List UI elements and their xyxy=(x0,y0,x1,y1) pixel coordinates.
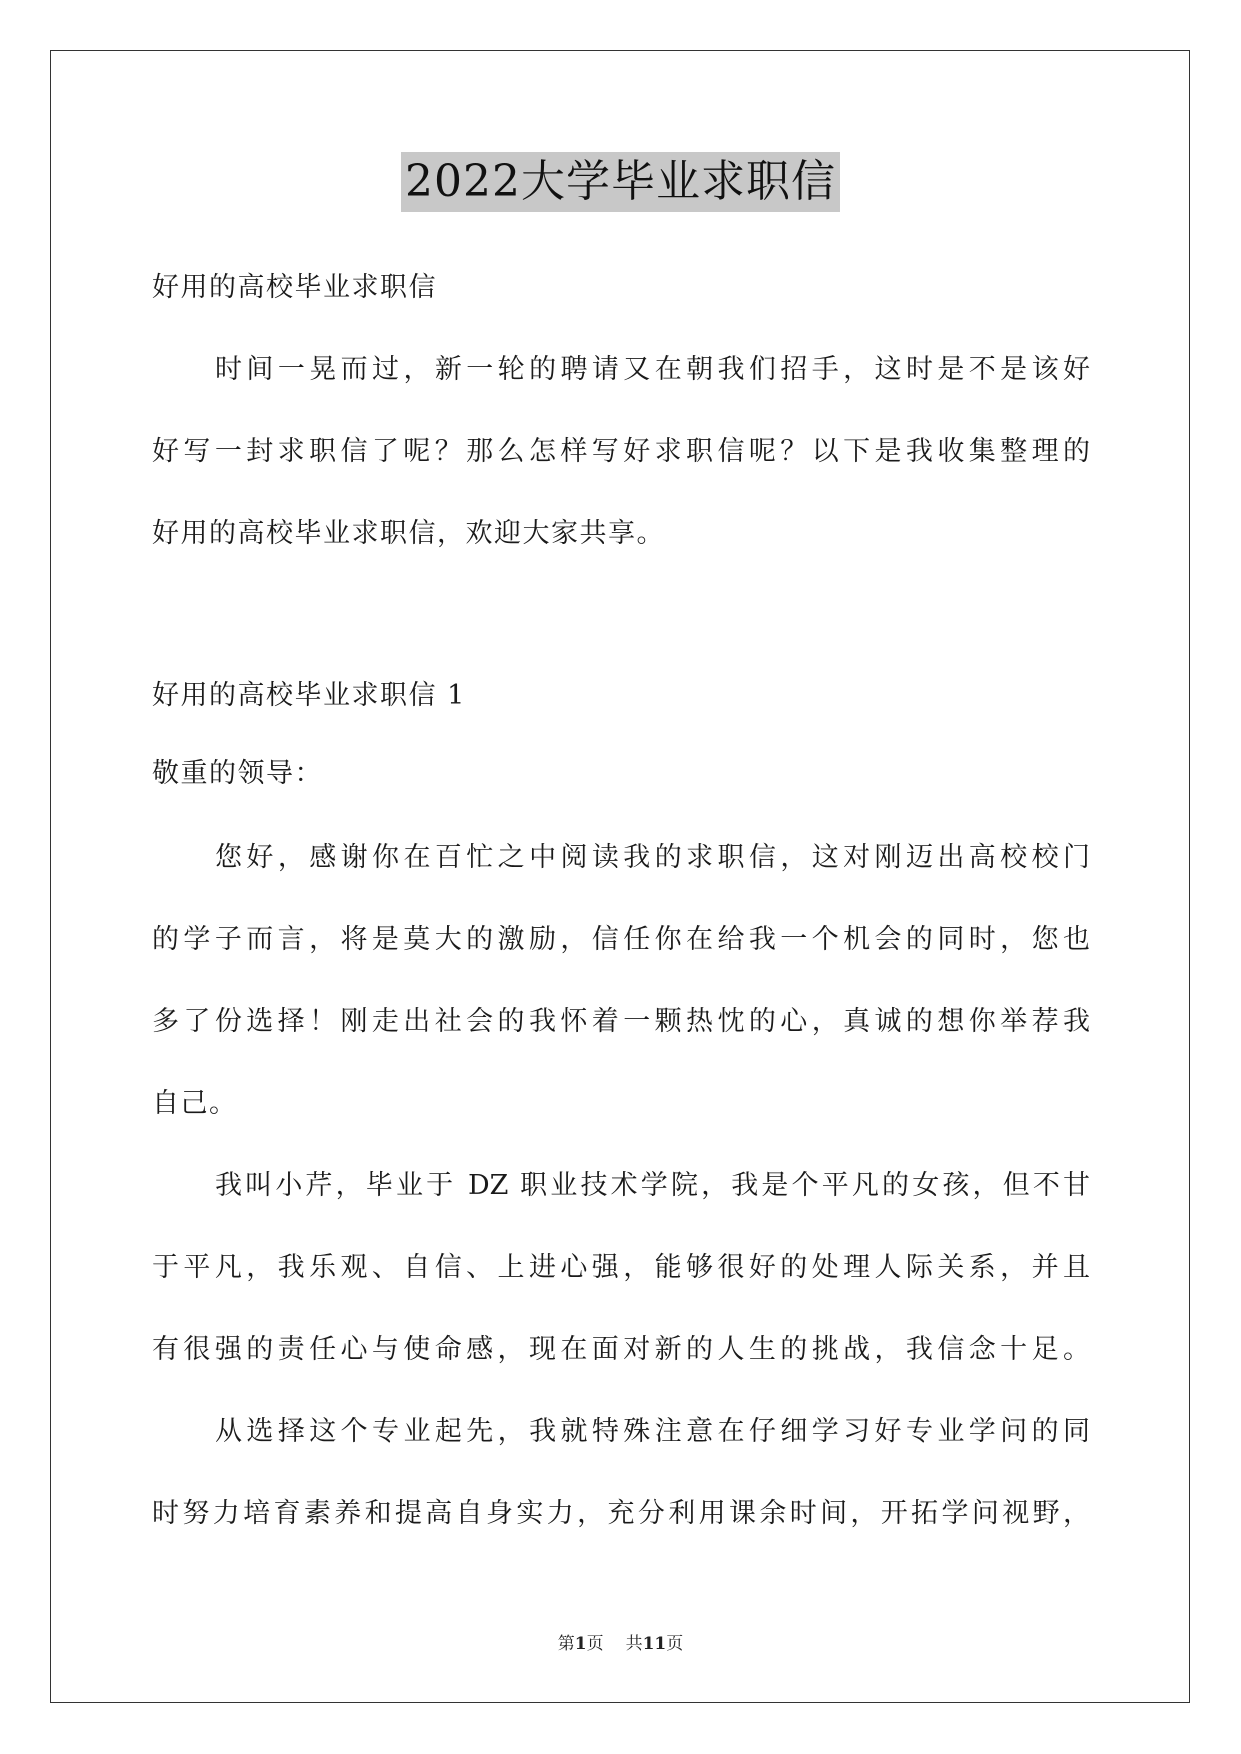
page-label-suffix: 页 xyxy=(586,1634,604,1654)
paragraph-line: 自己。 xyxy=(152,1088,238,1119)
section-heading: 好用的高校毕业求职信 xyxy=(152,272,437,303)
paragraph-line: 的学子而言，将是莫大的激励，信任你在给我一个机会的同时，您也 xyxy=(152,924,1090,955)
page-label-prefix: 第 xyxy=(557,1634,575,1654)
salutation: 敬重的领导： xyxy=(152,758,323,789)
paragraph-line: 好写一封求职信了呢？那么怎样写好求职信呢？以下是我收集整理的 xyxy=(152,436,1090,467)
total-label-prefix: 共 xyxy=(625,1634,643,1654)
paragraph-line: 从选择这个专业起先，我就特殊注意在仔细学习好专业学问的同 xyxy=(215,1416,1090,1447)
paragraph-line: 多了份选择！刚走出社会的我怀着一颗热忱的心，真诚的想你举荐我 xyxy=(152,1006,1090,1037)
page-number: 1 xyxy=(574,1634,587,1654)
paragraph-line: 我叫小芹，毕业于 DZ 职业技术学院，我是个平凡的女孩，但不甘 xyxy=(215,1170,1090,1201)
paragraph-line: 时间一晃而过，新一轮的聘请又在朝我们招手，这时是不是该好 xyxy=(215,354,1090,385)
paragraph-line: 好用的高校毕业求职信，欢迎大家共享。 xyxy=(152,518,665,549)
paragraph-line: 于平凡，我乐观、自信、上进心强，能够很好的处理人际关系，并且 xyxy=(152,1252,1090,1283)
total-pages: 11 xyxy=(642,1634,667,1654)
total-label-suffix: 页 xyxy=(666,1634,684,1654)
paragraph-line: 时努力培育素养和提高自身实力，充分利用课余时间，开拓学问视野， xyxy=(152,1498,1090,1529)
section-heading: 好用的高校毕业求职信 1 xyxy=(152,680,466,711)
title-container xyxy=(0,152,1241,212)
paragraph-line: 您好，感谢你在百忙之中阅读我的求职信，这对刚迈出高校校门 xyxy=(215,842,1090,873)
paragraph-line: 有很强的责任心与使命感，现在面对新的人生的挑战，我信念十足。 xyxy=(152,1334,1090,1365)
page-footer xyxy=(0,1632,1241,1656)
document-title: 2022大学毕业求职信 xyxy=(401,152,840,212)
